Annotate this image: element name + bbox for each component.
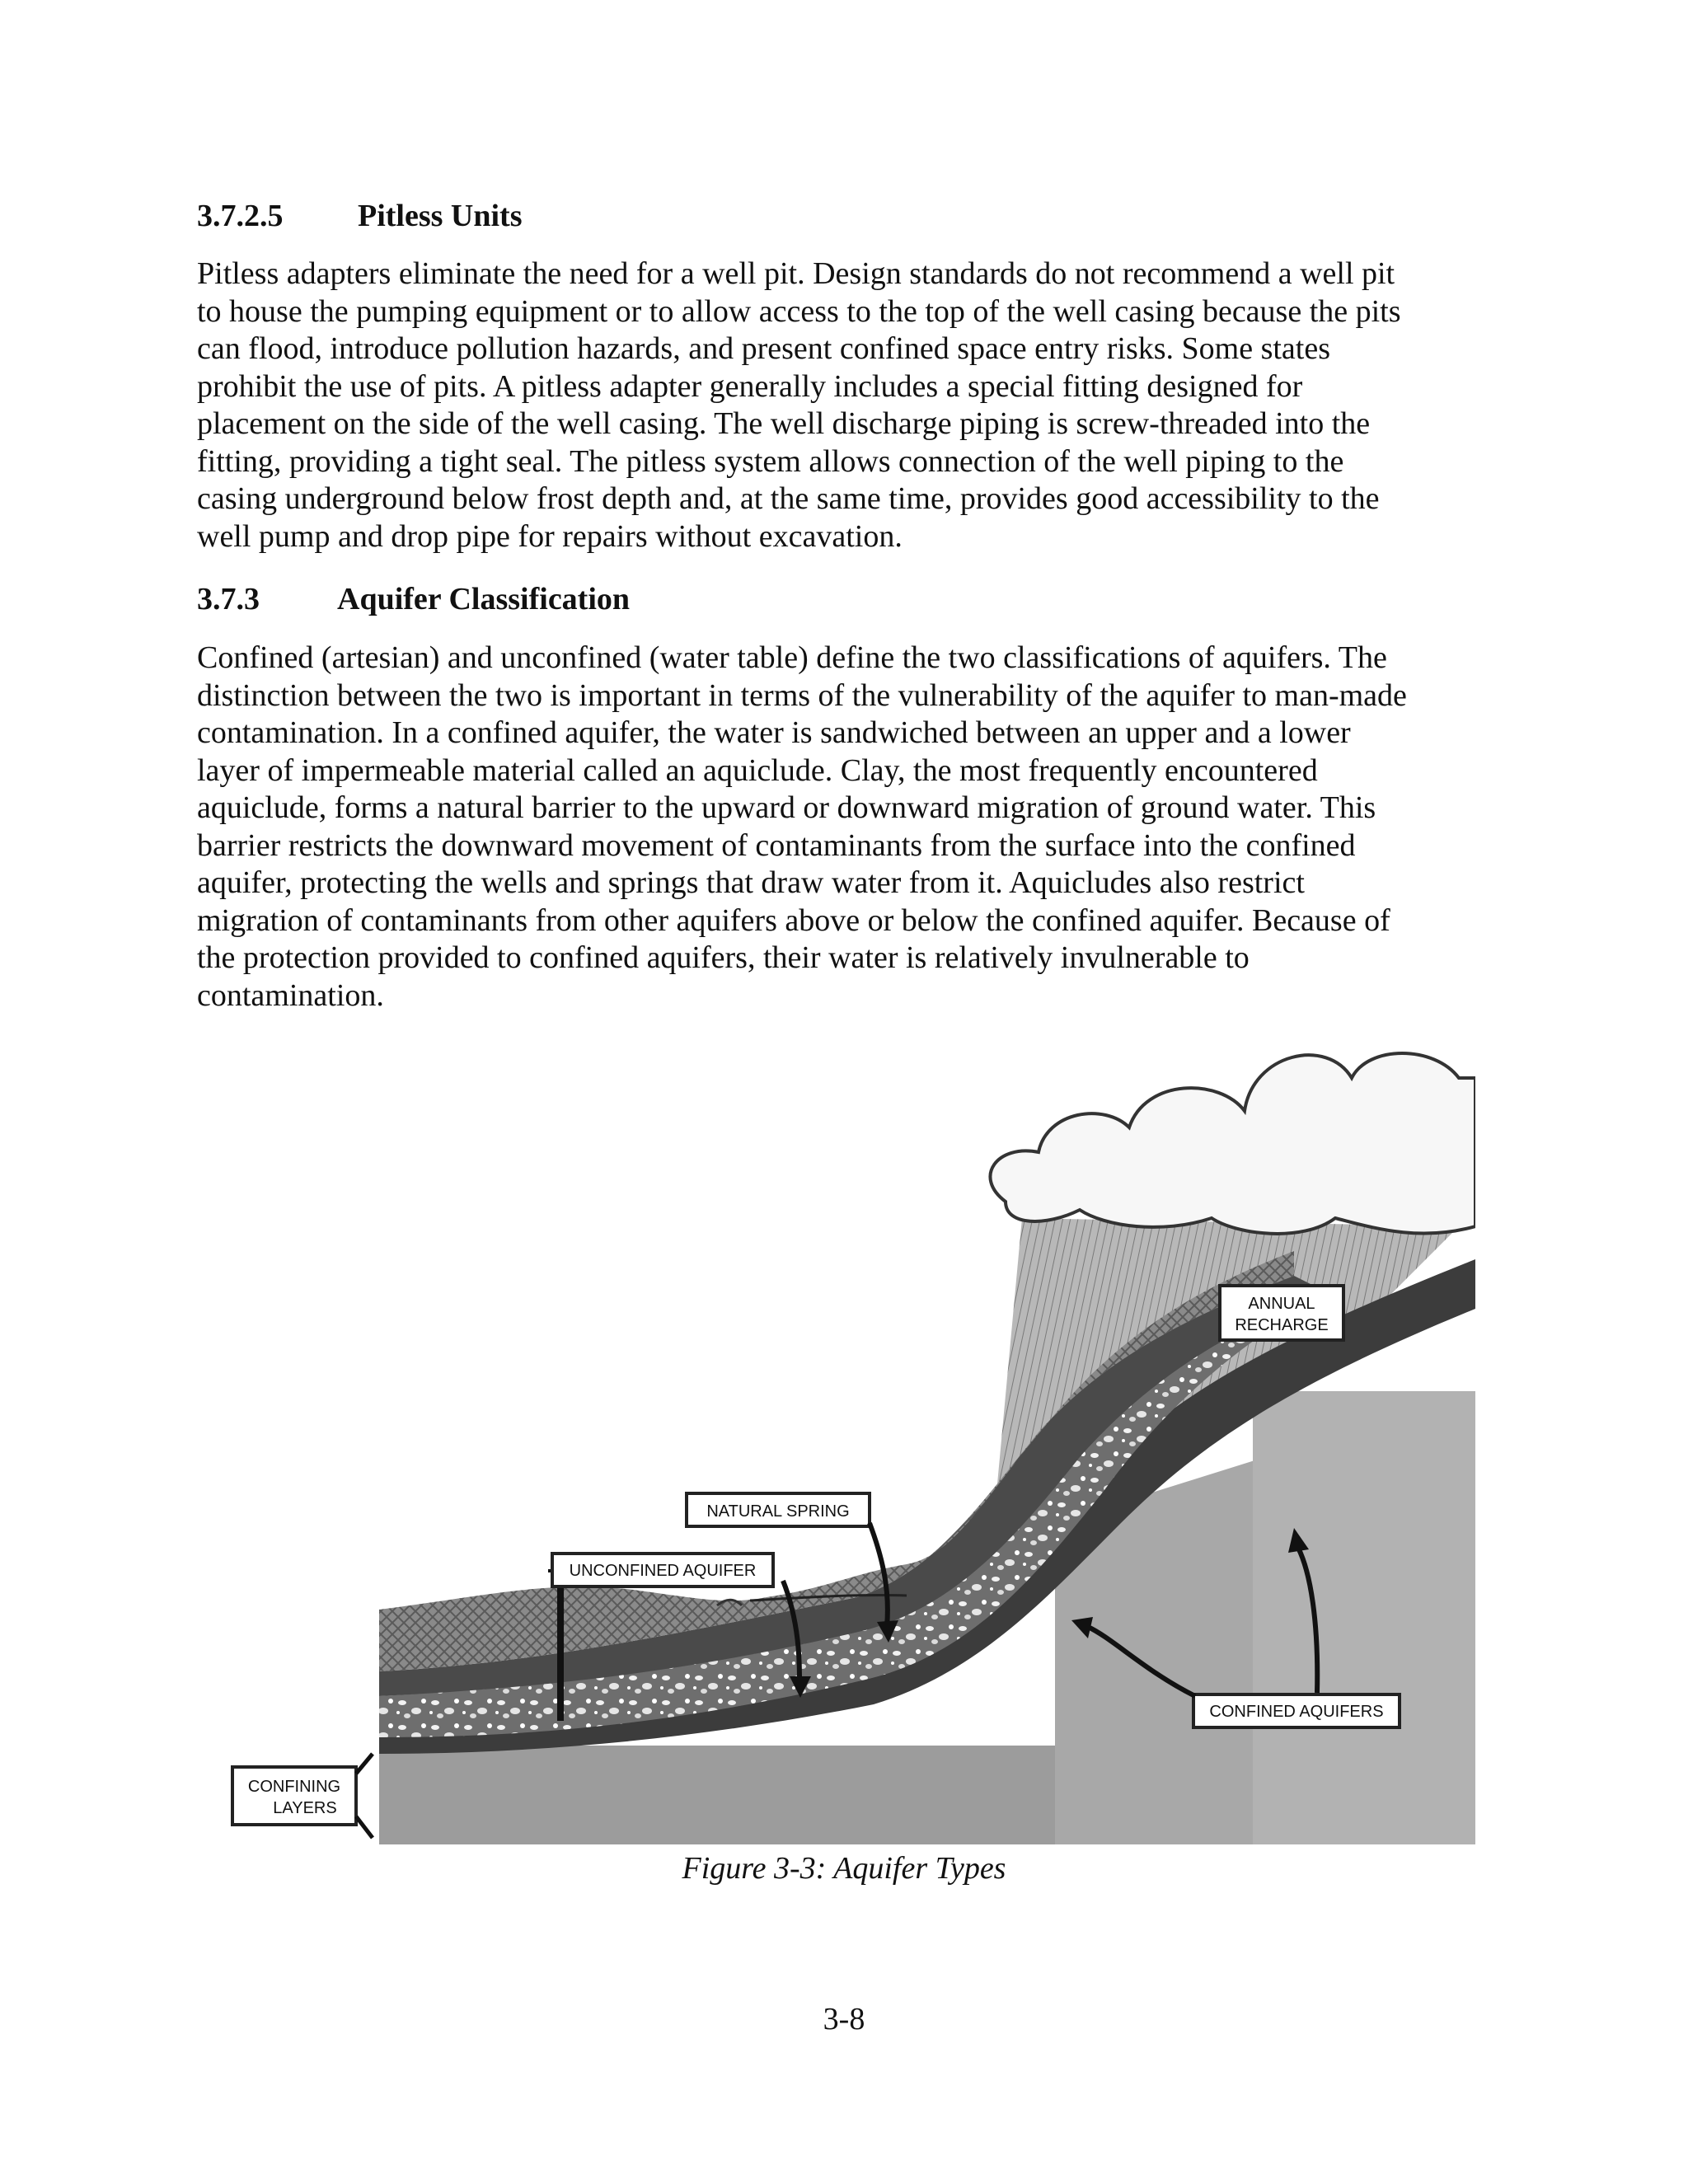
annual-recharge-label-line1: ANNUAL bbox=[1248, 1295, 1315, 1313]
text-line: the protection provided to confined aquifers, their water is relatively invulnerable to bbox=[197, 940, 1250, 975]
text-line: layer of impermeable material called an aquiclude. Clay, the most frequently encountered bbox=[197, 752, 1318, 788]
text-line: aquiclude, forms a natural barrier to the upward or downward migration of ground water. This bbox=[197, 790, 1376, 825]
page-number: 3-8 bbox=[823, 2002, 865, 2036]
well-casing bbox=[557, 1572, 564, 1721]
text-line: prohibit the use of pits. A pitless adapter generally includes a special fitting designed for bbox=[197, 368, 1303, 404]
annual-recharge-label-line2: RECHARGE bbox=[1235, 1316, 1329, 1334]
aquifer-diagram bbox=[231, 1029, 1475, 1844]
text-line: aquifer, protecting the wells and springs that draw water from it. Aquicludes also restrict bbox=[197, 865, 1305, 900]
text-line: contamination. In a confined aquifer, the water is sandwiched between an upper and a lower bbox=[197, 715, 1351, 750]
section-number: 3.7.2.5 bbox=[197, 199, 284, 233]
text-line: Confined (artesian) and unconfined (water table) define the two classifications of aquifers. The bbox=[197, 640, 1387, 675]
confined-aquifers-label: CONFINED AQUIFERS bbox=[1209, 1703, 1384, 1721]
text-line: migration of contaminants from other aquifers above or below the confined aquifer. Because of bbox=[197, 902, 1390, 938]
text-line: distinction between the two is important in terms of the vulnerability of the aquifer to man-made bbox=[197, 677, 1407, 713]
unconfined-aquifer-label: UNCONFINED AQUIFER bbox=[569, 1562, 757, 1580]
text-line: to house the pumping equipment or to allow access to the top of the well casing because the pits bbox=[197, 293, 1401, 329]
section-number: 3.7.3 bbox=[197, 582, 260, 616]
section-heading-aquifer-classification bbox=[197, 581, 630, 617]
section-title: Aquifer Classification bbox=[337, 582, 631, 616]
text-line: well pump and drop pipe for repairs without excavation. bbox=[197, 518, 903, 554]
paragraph-aquifer-classification bbox=[197, 640, 1495, 1015]
section-title: Pitless Units bbox=[358, 199, 523, 233]
confining-layers-brackets bbox=[356, 1754, 373, 1838]
text-line: fitting, providing a tight seal. The pitless system allows connection of the well piping to the bbox=[197, 443, 1344, 479]
aquifer-figure bbox=[231, 1029, 1475, 1844]
paragraph-pitless-units bbox=[197, 255, 1495, 555]
section-heading-pitless-units bbox=[197, 198, 523, 234]
natural-spring-label: NATURAL SPRING bbox=[706, 1502, 850, 1521]
bedrock-far-right bbox=[1253, 1391, 1475, 1844]
text-line: barrier restricts the downward movement of contaminants from the surface into the confined bbox=[197, 827, 1356, 863]
confining-layers-label-line1: CONFINING bbox=[247, 1778, 341, 1796]
text-line: Pitless adapters eliminate the need for a well pit. Design standards do not recommend a well pit bbox=[197, 256, 1395, 291]
text-line: casing underground below frost depth and, at the same time, provides good accessibility to the bbox=[197, 481, 1380, 516]
text-line: placement on the side of the well casing. The well discharge piping is screw-threaded into the bbox=[197, 406, 1371, 441]
text-line: contamination. bbox=[197, 977, 384, 1013]
figure-caption: Figure 3-3: Aquifer Types bbox=[682, 1851, 1006, 1886]
confining-layers-label-line2: LAYERS bbox=[273, 1799, 337, 1817]
text-line: can flood, introduce pollution hazards, and present confined space entry risks. Some states bbox=[197, 331, 1330, 366]
